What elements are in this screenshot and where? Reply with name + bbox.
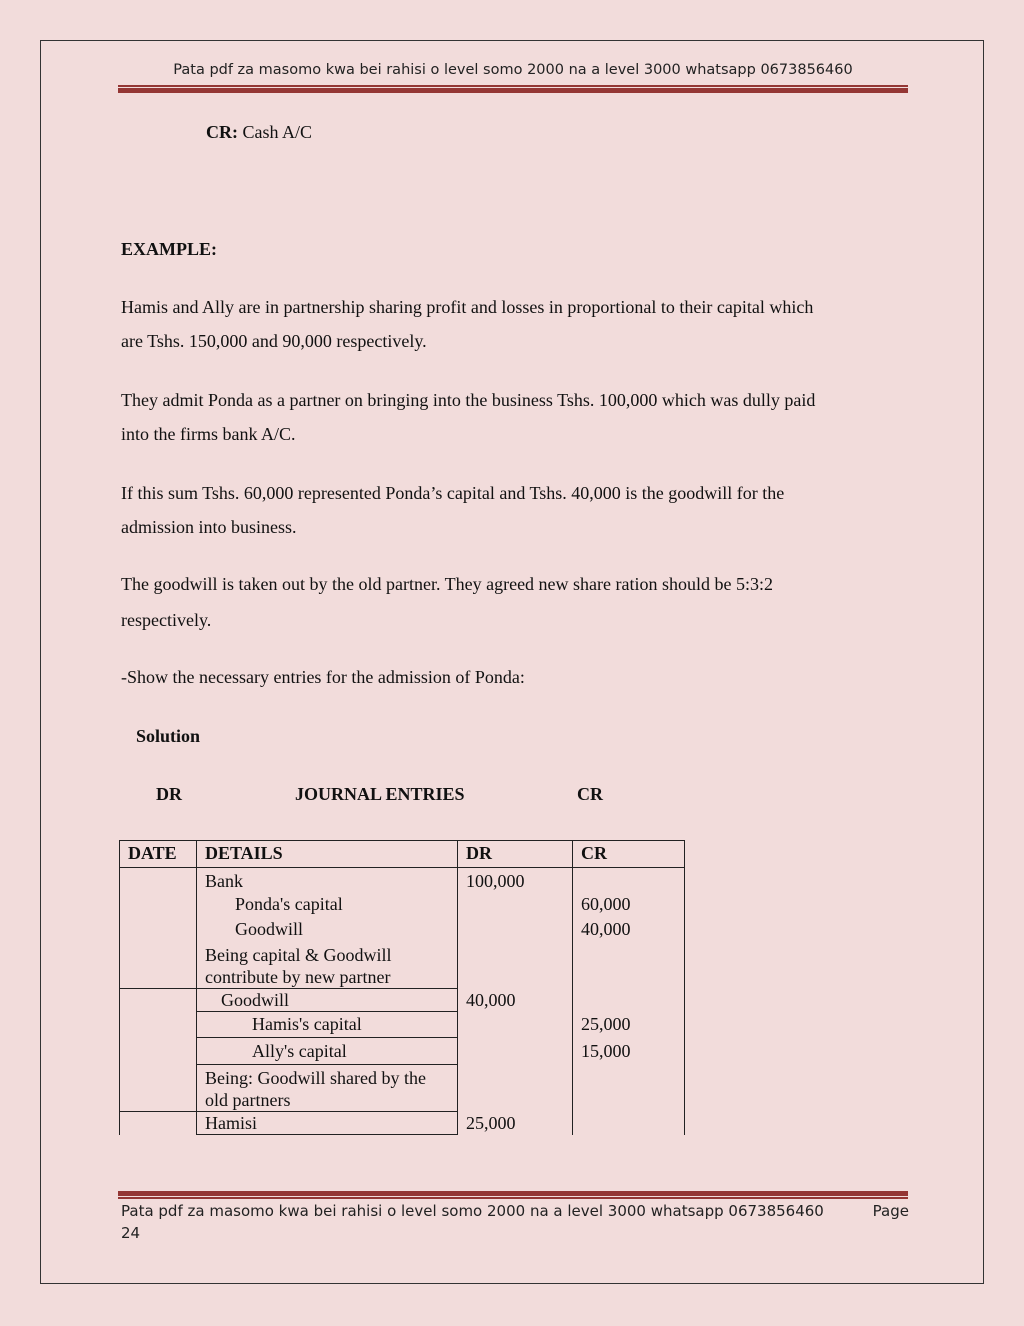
table-row [120, 989, 685, 1012]
cr-cell: 25,000 [573, 1012, 685, 1038]
table-row [120, 942, 685, 989]
page-number: 24 [121, 1224, 141, 1242]
details-cell: Bank [197, 868, 458, 893]
details-cell: Goodwill [197, 989, 458, 1012]
cr-cell [573, 989, 685, 1012]
cr-cell [573, 942, 685, 989]
col-header-date: DATE [120, 841, 197, 868]
details-cell: Being capital & Goodwill contribute by new partner [197, 942, 458, 989]
table-row [120, 1012, 685, 1038]
header-rule-thick [118, 88, 908, 93]
journal-cr-label: CR [577, 784, 603, 804]
dr-cell [458, 942, 573, 989]
cr-cell [573, 1065, 685, 1112]
journal-dr-label: DR [156, 784, 182, 804]
details-cell: Goodwill [197, 917, 458, 942]
paragraph-2-line-2: into the firms bank A/C. [121, 424, 296, 444]
table-header-row [120, 841, 685, 868]
cr-cell [573, 868, 685, 893]
dr-cell [458, 917, 573, 942]
col-header-details: DETAILS [197, 841, 458, 868]
paragraph-3-line-1: If this sum Tshs. 60,000 represented Ponda’s capital and Tshs. 40,000 is the goodwill for the [121, 483, 785, 503]
col-header-cr: CR [573, 841, 685, 868]
footer-rule-thick [118, 1191, 908, 1196]
table-row [120, 1112, 685, 1135]
col-header-dr: DR [458, 841, 573, 868]
footer-text: Pata pdf za masomo kwa bei rahisi o level somo 2000 na a level 3000 whatsapp 0673856460 [121, 1202, 824, 1220]
details-cell: Ally's capital [197, 1038, 458, 1065]
details-cell: Being: Goodwill shared by the old partners [197, 1065, 458, 1112]
paragraph-4-line-2: respectively. [121, 610, 212, 630]
example-heading: EXAMPLE: [121, 239, 217, 259]
cr-cell: 40,000 [573, 917, 685, 942]
page-label: Page [872, 1202, 909, 1220]
table-row [120, 892, 685, 917]
date-cell [120, 868, 197, 989]
details-cell: Ponda's capital [197, 892, 458, 917]
page-footer [121, 1200, 911, 1244]
details-cell: Hamisi [197, 1112, 458, 1135]
details-cell: Hamis's capital [197, 1012, 458, 1038]
table-row [120, 1038, 685, 1065]
dr-cell: 25,000 [458, 1112, 573, 1135]
paragraph-1-line-1: Hamis and Ally are in partnership sharing profit and losses in proportional to their capital which [121, 297, 814, 317]
dr-cell: 100,000 [458, 868, 573, 893]
header-rule-thin [118, 85, 908, 87]
instruction-text: -Show the necessary entries for the admission of Ponda: [121, 667, 525, 687]
date-cell [120, 989, 197, 1112]
cr-cell: 60,000 [573, 892, 685, 917]
journal-title: JOURNAL ENTRIES [295, 784, 465, 804]
page-header-text: Pata pdf za masomo kwa bei rahisi o level somo 2000 na a level 3000 whatsapp 0673856460 [173, 62, 853, 78]
cr-cell [573, 1112, 685, 1135]
cr-value: Cash A/C [242, 122, 313, 142]
paragraph-1-line-2: are Tshs. 150,000 and 90,000 respectively. [121, 331, 427, 351]
date-cell [120, 1112, 197, 1135]
footer-rule-thin [118, 1197, 908, 1199]
solution-label: Solution [136, 726, 201, 746]
journal-table [119, 840, 685, 1135]
paragraph-2-line-1: They admit Ponda as a partner on bringing into the business Tshs. 100,000 which was dully paid [121, 390, 816, 410]
table-row [120, 917, 685, 942]
cr-cell: 15,000 [573, 1038, 685, 1065]
dr-cell [458, 1012, 573, 1038]
dr-cell [458, 1038, 573, 1065]
cr-label: CR: [206, 122, 238, 142]
dr-cell [458, 892, 573, 917]
dr-cell [458, 1065, 573, 1112]
cr-line [206, 122, 312, 142]
paragraph-4-line-1: The goodwill is taken out by the old partner. They agreed new share ration should be 5:3:2 [121, 574, 774, 594]
table-row [120, 868, 685, 893]
dr-cell: 40,000 [458, 989, 573, 1012]
table-row [120, 1065, 685, 1112]
paragraph-3-line-2: admission into business. [121, 517, 297, 537]
